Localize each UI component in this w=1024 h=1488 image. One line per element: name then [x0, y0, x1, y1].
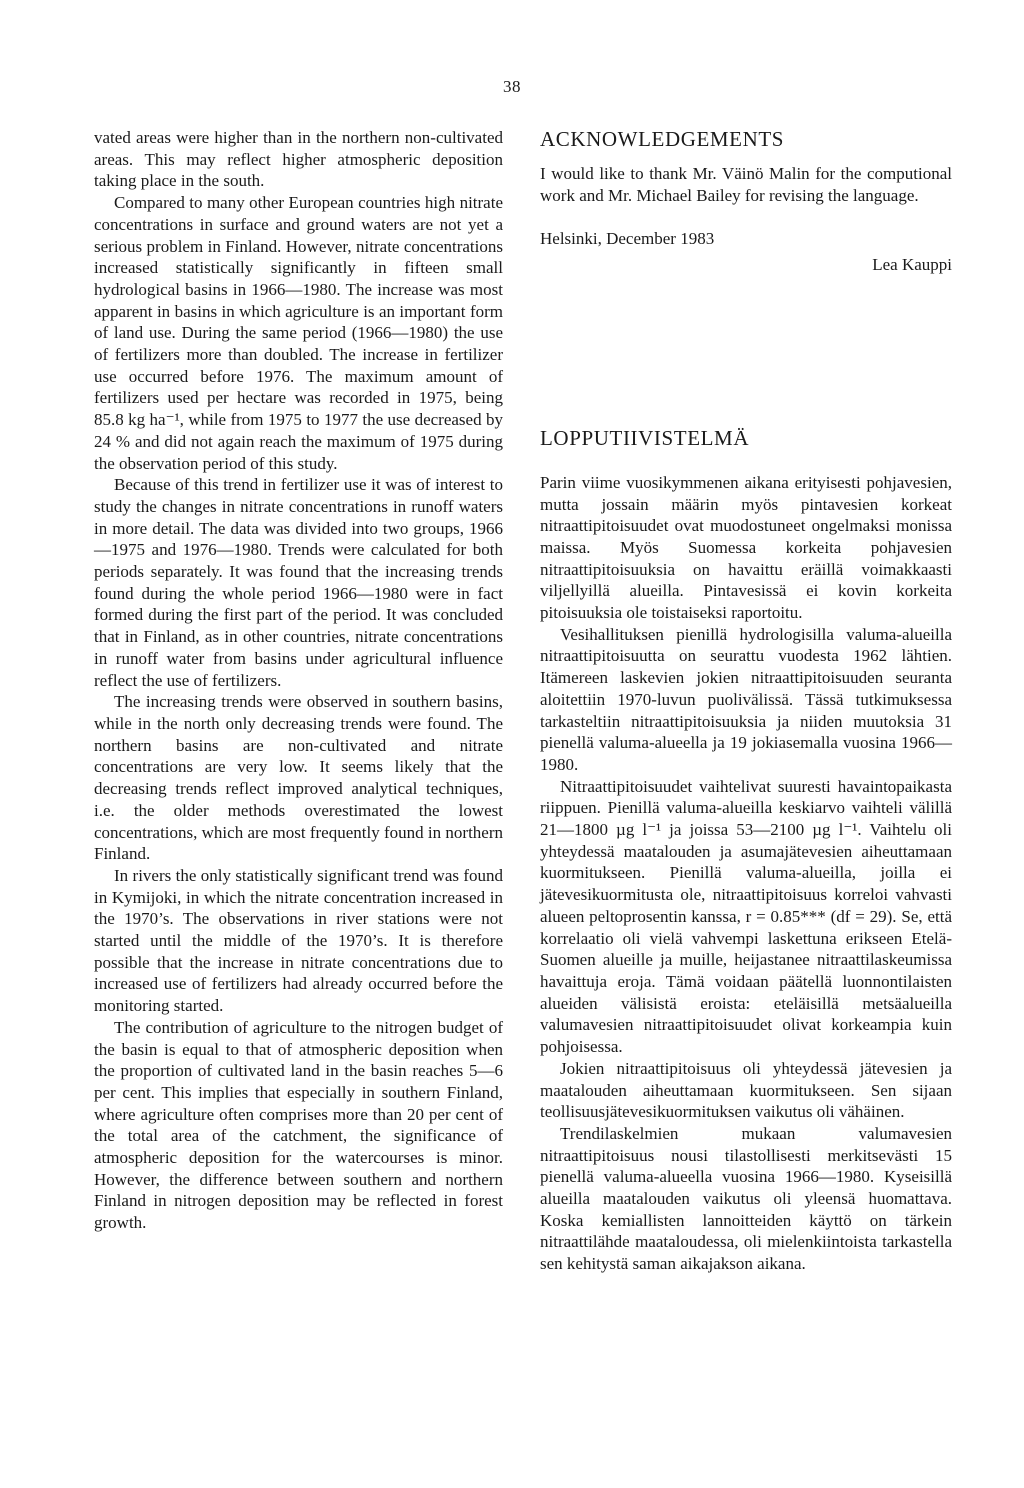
- body-paragraph: Because of this trend in fertilizer use it was of interest to study the changes in nitrate concentrations in runoff waters in more detail. The data was divided into two groups, 1966—1975 and 1976—1980. Trends were calculated for both periods separately. It was found that the increasing trends found during the whole period 1966—1980 were in fact formed during the first part of the period. It was concluded that in Finland, as in other countries, nitrate concentrations in runoff water from basins under agricultural influence reflect the use of fertilizers.: [94, 475, 503, 690]
- acknowledgements-heading: ACKNOWLEDGEMENTS: [540, 127, 785, 151]
- author-signature: Lea Kauppi: [872, 255, 952, 275]
- summary-paragraph: Vesihallituksen pienillä hydrologisilla valuma-alueilla nitraattipitoisuutta on seurattu vuodesta 1962 lähtien. Itämereen laskevien jokien nitraattipitoisuuden seuranta aloitettiin 1970-luvun puolivälissä. Tässä tutkimuksessa tarkasteltiin nitraattipitoisuuksia ja niiden muutoksia 31 pienellä valuma-alueella ja 19 jokiasemalla vuosina 1966—1980.: [540, 624, 952, 774]
- body-paragraph: The contribution of agriculture to the nitrogen budget of the basin is equal to that of atmospheric deposition when the proportion of cultivated land in the basin reaches 5—6 per cent. This implies that especially in southern Finland, where agriculture often comprises more than 20 per cent of the total area of the catchment, the significance of atmospheric deposition for the watercourses is minor. However, the difference between southern and northern Finland in nitrogen deposition may be reflected in forest growth.: [94, 1017, 503, 1233]
- page-number: 38: [503, 77, 521, 96]
- place-date: Helsinki, December 1983: [540, 229, 715, 249]
- body-paragraph: Compared to many other European countries high nitrate concentrations in surface and ground waters are not yet a serious problem in Finland. However, nitrate concentrations increased statistically significantly in fifteen small hydrological basins in 1966—1980. The increase was most apparent in basins in which agriculture is an important form of land use. During the same period (1966—1980) the use of fertilizers more than doubled. The increase in fertilizer use occurred before 1976. The maximum amount of fertilizers used per hectare was recorded in 1975, being 85.8 kg ha⁻¹, while from 1975 to 1977 the use decreased by 24 % and did not again reach the maximum of 1975 during the observation period of this study.: [94, 193, 503, 473]
- right-column: [540, 127, 952, 1275]
- summary-paragraph: Jokien nitraattipitoisuus oli yhteydessä jätevesien ja maatalouden aiheuttamaan kuormitukseen. Sen sijaan teollisuusjätevesikuormituksen vaikutus oli vähäinen.: [540, 1058, 952, 1122]
- summary-heading: LOPPUTIIVISTELMÄ: [540, 425, 750, 450]
- body-paragraph: In rivers the only statistically significant trend was found in Kymijoki, in which the nitrate concentration increased in the 1970’s. The observations in river stations were not started until the middle of the 1970’s. It is therefore possible that the increase in nitrate concentrations due to increased use of fertilizers had already occurred before the monitoring started.: [94, 865, 503, 1016]
- left-column: [94, 127, 503, 1234]
- summary-paragraph: Nitraattipitoisuudet vaihtelivat suuresti havaintopaikasta riippuen. Pienillä valuma-alueilla keskiarvo vaihteli välillä 21—1800 µg l⁻¹ ja joissa 53—2100 µg l⁻¹. Vaihtelu oli yhteydessä maatalouden ja asumajätevesien aiheuttamaan kuormitukseen. Pienillä valuma-alueilla, joilla ei jätevesikuormitusta ole, nitraattipitoisuus korreloi vahvasti alueen peltoprosentin kanssa, r = 0.85*** (df = 29). Se, että korrelaatio oli vielä vahvempi laskettuna erikseen Etelä-Suomen alueille ja muille, heijastanee nitraattilaskeumissa havaittuja eroja. Tämä voidaan päätellä luonnontilaisten alueiden välisistä eroista: eteläisillä metsäalueilla valumavesien nitraattipitoisuudet olivat korkeampia kuin pohjoisessa.: [540, 776, 952, 1057]
- acknowledgements-text: I would like to thank Mr. Väinö Malin for the computional work and Mr. Michael Bailey for revising the language.: [540, 164, 952, 205]
- summary-paragraph: Trendilaskelmien mukaan valumavesien nitraattipitoisuus nousi tilastollisesti merkitsevästi 15 pienellä valuma-alueella vuosina 1966—1980. Kyseisillä alueilla maatalouden vaikutus oli yleensä huomattava. Koska kemiallisten lannoitteiden käyttö on tärkein nitraattilähde maataloudessa, oli mielenkiintoista tarkastella sen kehitystä saman aikajakson aikana.: [540, 1123, 952, 1274]
- body-paragraph: The increasing trends were observed in southern basins, while in the north only decreasing trends were found. The northern basins are non-cultivated and nitrate concentrations are very low. It seems likely that the decreasing trends reflect improved analytical techniques, i.e. the older methods overestimated the lowest concentrations, which are most frequently found in northern Finland.: [94, 692, 503, 864]
- body-paragraph: vated areas were higher than in the northern non-cultivated areas. This may reflect higher atmospheric deposition taking place in the south.: [94, 128, 503, 191]
- summary-paragraph: Parin viime vuosikymmenen aikana erityisesti pohjavesien, mutta jossain määrin myös pintavesien korkeat nitraattipitoisuudet ovat muodostuneet ongelmaksi monissa maissa. Myös Suomessa korkeita pohjavesien nitraattipitoisuuksia on havaittu eräillä voimakkaasti viljellyillä alueilla. Pintavesissä ei kovin korkeita pitoisuuksia ole toistaiseksi raportoitu.: [540, 472, 952, 623]
